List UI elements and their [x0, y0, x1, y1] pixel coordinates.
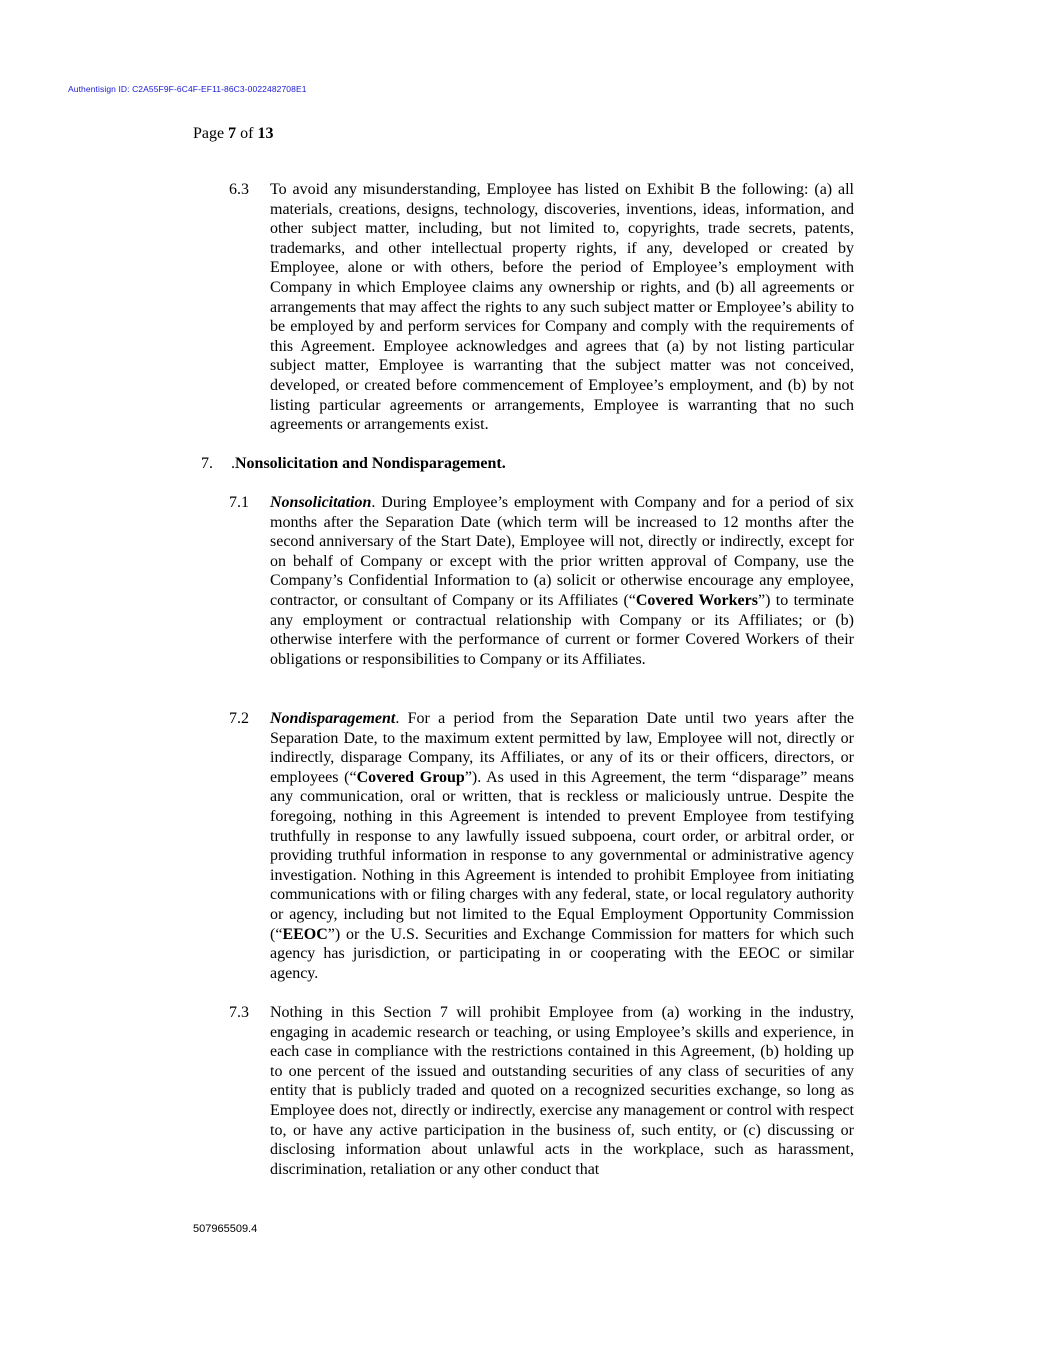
section-7-1: [229, 493, 854, 669]
section-number: 7.3: [229, 1004, 249, 1021]
section-text: [270, 493, 854, 669]
authentisign-id: Authentisign ID: C2A55F9F-6C4F-EF11-86C3-0022482708E1: [68, 84, 307, 94]
text-part: ”) to terminate any employment or contractual relationship with Company or its Affiliates; or (b) otherwise interfere with the performance of current or former Covered Workers of their obligations or responsibilities to Company or its Affiliates.: [270, 591, 854, 668]
section-7-3: [229, 1003, 854, 1179]
text-part: ”). As used in this Agreement, the term “disparage” means any communication, oral or written, that is reckless or maliciously untrue. Despite the foregoing, nothing in this Agreement is intended to prevent Employee from testifying truthfully in response to any lawfully issued subpoena, court order, or arbitral order, or providing truthful information in response to any governmental or administrative agency investigation. Nothing in this Agreement is intended to prohibit Employee from initiating communications with or filing charges with any federal, state, or local regulatory authority or agency, including but not limited to the Equal Employment Opportunity Commission (“: [270, 768, 854, 943]
text-part: . During Employee’s employment with Company and for a period of six months after the Separation Date (which term will be increased to 12 months after the second anniversary of the Start Date), Employee will not, directly or indirectly, except for on behalf of Company or except with the prior written approval of Company, use the Company’s Confidential Information to (a) solicit or otherwise encourage any employee, contractor, or consultant of Company or its Affiliates (“: [270, 494, 854, 609]
text-part: . For a period from the Separation Date until two years after the Separation Date, to the maximum extent permitted by law, Employee will not, directly or indirectly, disparage Company, its Affiliates, or any of its or their officers, directors, or employees (“: [270, 710, 854, 786]
page-total: 13: [257, 125, 274, 142]
defined-term: EEOC: [282, 925, 328, 943]
defined-term: Covered Group: [356, 768, 465, 786]
defined-term: Nondisparagement: [270, 710, 396, 727]
heading-title: Nonsolicitation and Nondisparagement.: [235, 455, 506, 472]
section-7-heading: [201, 455, 506, 473]
section-text: [270, 709, 854, 983]
defined-term: Covered Workers: [635, 591, 758, 609]
section-7-2: [229, 709, 854, 983]
page-current: 7: [228, 125, 237, 142]
page-of: of: [240, 125, 254, 142]
text-part: ”) or the U.S. Securities and Exchange Commission for matters for which such agency has jurisdiction, or participating in or cooperating with the EEOC or similar agency.: [270, 925, 854, 982]
section-number: 7.2: [229, 710, 249, 727]
document-id: 507965509.4: [193, 1223, 258, 1235]
heading-prefix: .: [231, 455, 235, 472]
section-number: 6.3: [229, 181, 249, 198]
section-number: 7.: [201, 455, 213, 472]
page-number: [193, 125, 273, 143]
page-label: Page: [193, 125, 225, 142]
section-text: To avoid any misunderstanding, Employee has listed on Exhibit B the following: (a) all materials, creations, designs, technology, discoveries, inventions, ideas, information, and other subject matter, including, but not limited to, copyrights, trade secrets, patents, trademarks, and other intellectual property rights, if any, developed or created by Employee, alone or with others, before the period of Employee’s employment with Company in which Employee claims any ownership or rights, and (b) all agreements or arrangements that may affect the rights to any such subject matter or Employee’s ability to be employed by and perform services for Company and comply with the requirements of this Agreement. Employee acknowledges and agrees that (a) by not listing particular subject matter, Employee is warranting that the subject matter was not conceived, developed, or created before commencement of Employee’s employment, and (b) by not listing particular agreements or arrangements, Employee is warranting that no such agreements or arrangements exist.: [270, 181, 854, 434]
section-number: 7.1: [229, 494, 249, 511]
defined-term: Nonsolicitation: [270, 494, 372, 511]
section-text: Nothing in this Section 7 will prohibit Employee from (a) working in the industry, engaging in academic research or teaching, or using Employee’s skills and experience, in each case in compliance with the restrictions contained in this Agreement, (b) holding up to one percent of the issued and outstanding securities of any class of securities of any entity that is publicly traded and quoted on a recognized securities exchange, so long as Employee does not, directly or indirectly, exercise any management or control with respect to, or have any active participation in the business of, such entity, or (c) discussing or disclosing information about unlawful acts in the workplace, such as harassment, discrimination, retaliation or any other conduct that: [270, 1004, 854, 1178]
section-6-3: [229, 180, 854, 435]
